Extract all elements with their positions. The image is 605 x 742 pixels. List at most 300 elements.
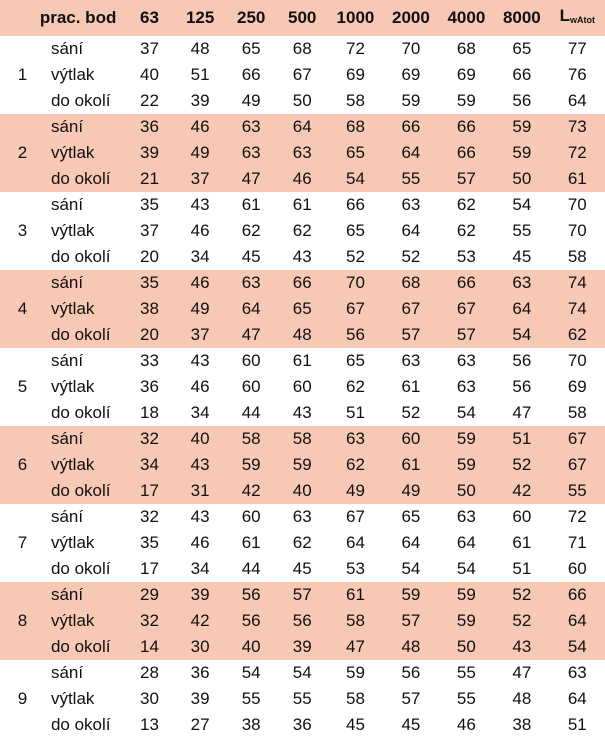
band-value: 55 — [383, 166, 438, 192]
table-row — [0, 166, 605, 192]
band-value: 32 — [124, 426, 174, 452]
table-row — [0, 530, 605, 556]
table-row — [0, 712, 605, 738]
band-value: 36 — [190, 663, 210, 682]
row-label: sání — [45, 270, 124, 296]
band-value: 45 — [512, 247, 532, 266]
row-label: do okolí — [50, 403, 111, 422]
row-label: do okolí — [50, 91, 111, 110]
total-value: 54 — [550, 634, 605, 660]
band-value: 63 — [328, 426, 383, 452]
band-value: 61 — [401, 377, 421, 396]
table-row — [0, 270, 605, 296]
band-value: 53 — [456, 247, 476, 266]
band-value: 39 — [175, 582, 226, 608]
band-value: 13 — [140, 715, 159, 734]
band-value: 44 — [241, 403, 261, 422]
header-total-sub: wAtot — [569, 15, 595, 25]
band-value: 69 — [456, 65, 476, 84]
band-value: 63 — [456, 507, 476, 526]
band-value: 51 — [345, 403, 365, 422]
row-label: výtlak — [50, 689, 95, 708]
band-value: 18 — [140, 403, 159, 422]
band-value: 65 — [241, 39, 261, 58]
band-value: 57 — [277, 582, 328, 608]
band-value: 68 — [328, 114, 383, 140]
band-value: 40 — [140, 65, 159, 84]
band-value: 57 — [401, 689, 421, 708]
band-value: 66 — [512, 65, 532, 84]
band-value: 38 — [124, 296, 174, 322]
band-value: 43 — [190, 507, 210, 526]
band-value: 54 — [241, 663, 261, 682]
band-value: 56 — [226, 608, 277, 634]
band-value: 57 — [383, 322, 438, 348]
band-value: 64 — [401, 533, 421, 552]
row-label: do okolí — [50, 715, 111, 734]
band-value: 56 — [328, 322, 383, 348]
band-value: 39 — [124, 140, 174, 166]
band-value: 38 — [241, 715, 261, 734]
band-value: 69 — [401, 65, 421, 84]
band-value: 33 — [140, 351, 159, 370]
band-value: 62 — [292, 221, 312, 240]
band-value: 66 — [383, 114, 438, 140]
table-row — [0, 322, 605, 348]
row-label: výtlak — [50, 377, 95, 396]
band-value: 68 — [292, 39, 312, 58]
band-value: 50 — [439, 634, 494, 660]
band-value: 64 — [383, 140, 438, 166]
total-value: 58 — [567, 247, 587, 266]
table-row — [0, 582, 605, 608]
band-value: 61 — [292, 351, 312, 370]
band-value: 46 — [277, 166, 328, 192]
band-value: 52 — [494, 582, 549, 608]
band-value: 30 — [140, 689, 159, 708]
band-value: 59 — [439, 426, 494, 452]
band-value: 63 — [277, 140, 328, 166]
band-value: 54 — [494, 322, 549, 348]
table-row — [0, 660, 605, 686]
band-value: 40 — [175, 426, 226, 452]
total-value: 74 — [550, 296, 605, 322]
band-value: 48 — [277, 322, 328, 348]
point-number: 7 — [17, 533, 28, 552]
band-value: 47 — [512, 663, 532, 682]
band-value: 63 — [226, 114, 277, 140]
row-label: do okolí — [45, 166, 124, 192]
table-row — [0, 348, 605, 374]
band-value: 64 — [401, 221, 421, 240]
band-value: 52 — [345, 247, 365, 266]
band-value: 39 — [190, 91, 210, 110]
band-value: 64 — [456, 533, 476, 552]
header-freq: 63 — [124, 0, 174, 36]
total-value: 61 — [550, 166, 605, 192]
total-value: 62 — [550, 322, 605, 348]
band-value: 59 — [439, 582, 494, 608]
band-value: 20 — [124, 322, 174, 348]
band-value: 36 — [124, 114, 174, 140]
band-value: 40 — [277, 478, 328, 504]
band-value: 67 — [345, 507, 365, 526]
total-value: 66 — [550, 582, 605, 608]
table-body — [0, 36, 605, 738]
band-value: 54 — [401, 559, 421, 578]
band-value: 59 — [401, 91, 421, 110]
row-label: výtlak — [45, 296, 124, 322]
band-value: 59 — [439, 452, 494, 478]
row-label: sání — [45, 582, 124, 608]
total-value: 64 — [567, 91, 587, 110]
point-number: 6 — [0, 426, 45, 504]
header-total — [550, 0, 605, 36]
band-value: 45 — [292, 559, 312, 578]
band-value: 64 — [226, 296, 277, 322]
band-value: 56 — [512, 377, 532, 396]
total-value: 64 — [567, 689, 587, 708]
table-row — [0, 556, 605, 582]
band-value: 54 — [292, 663, 312, 682]
band-value: 27 — [190, 715, 210, 734]
band-value: 43 — [190, 351, 210, 370]
band-value: 66 — [439, 270, 494, 296]
band-value: 49 — [241, 91, 261, 110]
band-value: 65 — [401, 507, 421, 526]
band-value: 56 — [512, 91, 532, 110]
band-value: 47 — [328, 634, 383, 660]
band-value: 62 — [292, 533, 312, 552]
band-value: 44 — [241, 559, 261, 578]
band-value: 62 — [241, 221, 261, 240]
band-value: 60 — [383, 426, 438, 452]
band-value: 58 — [226, 426, 277, 452]
total-value: 72 — [567, 507, 587, 526]
row-label: do okolí — [45, 634, 124, 660]
point-number: 1 — [17, 65, 28, 84]
band-value: 32 — [124, 608, 174, 634]
table-row — [0, 192, 605, 218]
band-value: 43 — [292, 247, 312, 266]
header-row — [0, 0, 605, 36]
band-value: 59 — [345, 663, 365, 682]
band-value: 17 — [140, 559, 159, 578]
table-row — [0, 244, 605, 270]
band-value: 66 — [345, 195, 365, 214]
band-value: 43 — [494, 634, 549, 660]
band-value: 48 — [190, 39, 210, 58]
row-label: sání — [50, 39, 84, 58]
band-value: 55 — [456, 689, 476, 708]
row-label: výtlak — [45, 140, 124, 166]
band-value: 50 — [439, 478, 494, 504]
band-value: 59 — [439, 608, 494, 634]
band-value: 43 — [175, 452, 226, 478]
total-value: 70 — [567, 195, 587, 214]
table-row — [0, 452, 605, 478]
band-value: 61 — [292, 195, 312, 214]
row-label: výtlak — [50, 65, 95, 84]
band-value: 53 — [345, 559, 365, 578]
band-value: 45 — [401, 715, 421, 734]
band-value: 48 — [512, 689, 532, 708]
band-value: 52 — [494, 452, 549, 478]
band-value: 49 — [328, 478, 383, 504]
band-value: 61 — [328, 582, 383, 608]
row-label: sání — [50, 663, 84, 682]
band-value: 66 — [277, 270, 328, 296]
row-label: sání — [50, 195, 84, 214]
band-value: 62 — [456, 195, 476, 214]
band-value: 42 — [175, 608, 226, 634]
table-row — [0, 426, 605, 452]
row-label: sání — [50, 507, 84, 526]
band-value: 46 — [190, 221, 210, 240]
band-value: 35 — [124, 270, 174, 296]
band-value: 52 — [401, 403, 421, 422]
total-value: 58 — [567, 403, 587, 422]
band-value: 52 — [494, 608, 549, 634]
band-value: 47 — [226, 166, 277, 192]
band-value: 34 — [190, 247, 210, 266]
band-value: 61 — [241, 533, 261, 552]
total-value: 70 — [567, 221, 587, 240]
band-value: 60 — [241, 507, 261, 526]
band-value: 59 — [494, 140, 549, 166]
band-value: 42 — [494, 478, 549, 504]
band-value: 66 — [241, 65, 261, 84]
band-value: 37 — [140, 39, 159, 58]
table-row — [0, 62, 605, 88]
band-value: 56 — [226, 582, 277, 608]
point-number: 2 — [0, 114, 45, 192]
total-value: 70 — [567, 351, 587, 370]
band-value: 34 — [124, 452, 174, 478]
table-row — [0, 218, 605, 244]
band-value: 35 — [140, 195, 159, 214]
point-number: 3 — [17, 221, 28, 240]
band-value: 61 — [241, 195, 261, 214]
band-value: 57 — [439, 166, 494, 192]
point-number: 4 — [0, 270, 45, 348]
row-label: výtlak — [45, 452, 124, 478]
total-value: 73 — [550, 114, 605, 140]
header-freq: 1000 — [328, 0, 383, 36]
band-value: 68 — [456, 39, 476, 58]
band-value: 46 — [190, 377, 210, 396]
total-value: 64 — [550, 608, 605, 634]
total-value: 67 — [550, 452, 605, 478]
band-value: 49 — [175, 140, 226, 166]
band-value: 29 — [124, 582, 174, 608]
band-value: 47 — [512, 403, 532, 422]
row-label: do okolí — [50, 559, 111, 578]
band-value: 28 — [140, 663, 159, 682]
band-value: 54 — [512, 195, 532, 214]
band-value: 59 — [456, 91, 476, 110]
total-value: 69 — [567, 377, 587, 396]
band-value: 43 — [292, 403, 312, 422]
band-value: 39 — [190, 689, 210, 708]
row-label: sání — [45, 114, 124, 140]
header-freq: 8000 — [494, 0, 549, 36]
band-value: 60 — [292, 377, 312, 396]
band-value: 63 — [401, 195, 421, 214]
table-row — [0, 374, 605, 400]
band-value: 54 — [328, 166, 383, 192]
band-value: 22 — [140, 91, 159, 110]
band-value: 35 — [140, 533, 159, 552]
point-number: 5 — [17, 377, 28, 396]
band-value: 61 — [512, 533, 532, 552]
row-label: výtlak — [50, 533, 95, 552]
header-total-main: L — [559, 6, 570, 25]
header-freq: 250 — [226, 0, 277, 36]
band-value: 49 — [175, 296, 226, 322]
band-value: 59 — [494, 114, 549, 140]
total-value: 71 — [567, 533, 587, 552]
band-value: 60 — [512, 507, 532, 526]
band-value: 46 — [190, 533, 210, 552]
band-value: 56 — [401, 663, 421, 682]
band-value: 39 — [277, 634, 328, 660]
band-value: 66 — [439, 140, 494, 166]
table-row — [0, 114, 605, 140]
table-row — [0, 296, 605, 322]
band-value: 49 — [383, 478, 438, 504]
row-label: sání — [50, 351, 84, 370]
band-value: 45 — [345, 715, 365, 734]
band-value: 60 — [241, 377, 261, 396]
band-value: 58 — [328, 608, 383, 634]
band-value: 64 — [277, 114, 328, 140]
band-value: 63 — [494, 270, 549, 296]
band-value: 63 — [226, 140, 277, 166]
table-row — [0, 478, 605, 504]
row-label: výtlak — [45, 608, 124, 634]
row-label: do okolí — [45, 478, 124, 504]
band-value: 65 — [345, 351, 365, 370]
row-label: do okolí — [50, 247, 111, 266]
band-value: 60 — [241, 351, 261, 370]
band-value: 45 — [241, 247, 261, 266]
row-label: do okolí — [45, 322, 124, 348]
band-value: 50 — [292, 91, 312, 110]
band-value: 21 — [124, 166, 174, 192]
band-value: 67 — [292, 65, 312, 84]
band-value: 62 — [456, 221, 476, 240]
band-value: 30 — [175, 634, 226, 660]
total-value: 72 — [550, 140, 605, 166]
band-value: 63 — [401, 351, 421, 370]
band-value: 52 — [401, 247, 421, 266]
band-value: 64 — [345, 533, 365, 552]
band-value: 40 — [226, 634, 277, 660]
band-value: 56 — [512, 351, 532, 370]
band-value: 58 — [345, 689, 365, 708]
point-number: 8 — [0, 582, 45, 660]
band-value: 63 — [456, 377, 476, 396]
band-value: 54 — [456, 559, 476, 578]
band-value: 36 — [140, 377, 159, 396]
band-value: 63 — [226, 270, 277, 296]
band-value: 46 — [175, 114, 226, 140]
band-value: 20 — [140, 247, 159, 266]
row-label: sání — [45, 426, 124, 452]
band-value: 57 — [439, 322, 494, 348]
table-row — [0, 608, 605, 634]
band-value: 68 — [383, 270, 438, 296]
band-value: 65 — [345, 221, 365, 240]
band-value: 51 — [494, 426, 549, 452]
band-value: 62 — [328, 452, 383, 478]
band-value: 46 — [456, 715, 476, 734]
band-value: 37 — [175, 166, 226, 192]
table-row — [0, 634, 605, 660]
band-value: 72 — [345, 39, 365, 58]
band-value: 38 — [512, 715, 532, 734]
band-value: 32 — [140, 507, 159, 526]
band-value: 59 — [383, 582, 438, 608]
band-value: 58 — [277, 426, 328, 452]
band-value: 59 — [226, 452, 277, 478]
row-label: výtlak — [50, 221, 95, 240]
band-value: 37 — [140, 221, 159, 240]
band-value: 67 — [383, 296, 438, 322]
table-row — [0, 88, 605, 114]
band-value: 63 — [292, 507, 312, 526]
band-value: 48 — [383, 634, 438, 660]
band-value: 64 — [494, 296, 549, 322]
table-row — [0, 504, 605, 530]
band-value: 59 — [277, 452, 328, 478]
total-value: 63 — [567, 663, 587, 682]
band-value: 55 — [292, 689, 312, 708]
header-freq: 500 — [277, 0, 328, 36]
band-value: 17 — [124, 478, 174, 504]
total-value: 74 — [550, 270, 605, 296]
band-value: 37 — [175, 322, 226, 348]
total-value: 67 — [550, 426, 605, 452]
header-freq: 125 — [175, 0, 226, 36]
band-value: 51 — [512, 559, 532, 578]
band-value: 56 — [277, 608, 328, 634]
table-row — [0, 140, 605, 166]
band-value: 14 — [124, 634, 174, 660]
point-number: 9 — [17, 689, 28, 708]
band-value: 57 — [383, 608, 438, 634]
band-value: 55 — [241, 689, 261, 708]
band-value: 58 — [345, 91, 365, 110]
band-value: 55 — [512, 221, 532, 240]
band-value: 66 — [439, 114, 494, 140]
band-value: 47 — [226, 322, 277, 348]
total-value: 77 — [567, 39, 587, 58]
band-value: 70 — [328, 270, 383, 296]
header-freq: 2000 — [383, 0, 438, 36]
band-value: 70 — [401, 39, 421, 58]
band-value: 34 — [190, 559, 210, 578]
band-value: 65 — [328, 140, 383, 166]
total-value: 60 — [567, 559, 587, 578]
table-row — [0, 686, 605, 712]
band-value: 63 — [456, 351, 476, 370]
band-value: 43 — [190, 195, 210, 214]
band-value: 62 — [345, 377, 365, 396]
band-value: 31 — [175, 478, 226, 504]
total-value: 55 — [550, 478, 605, 504]
